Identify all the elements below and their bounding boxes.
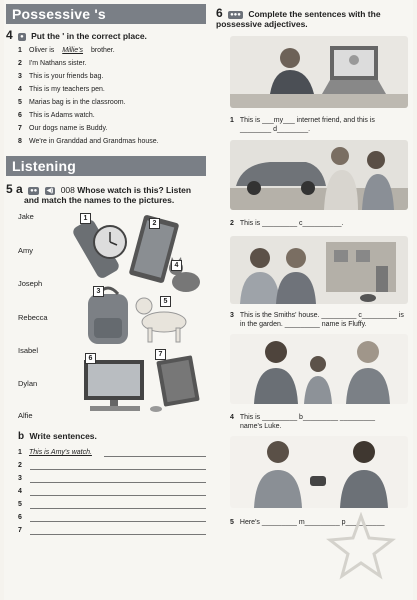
picture-number-badge: 7 <box>155 349 166 360</box>
exercise-number: 5 a <box>6 182 23 196</box>
picture-exchange <box>230 436 408 508</box>
watch-icon <box>71 218 126 280</box>
notebook-icon <box>156 355 199 407</box>
objects-illustration <box>64 210 214 420</box>
exercise-4-instruction <box>6 30 147 41</box>
instruction-text-2: possessive adjectives. <box>216 19 308 29</box>
sentence-4: 4 This is _________ b_________ _________ name's Luke. <box>230 414 375 430</box>
picture-smiths-house <box>230 236 408 304</box>
list-item: 3 This is your friends bag. <box>18 73 104 80</box>
picture-boy-laptop <box>230 36 408 108</box>
list-item: 4 This is my teachers pen. <box>18 86 105 93</box>
instruction-text: Write sentences. <box>29 431 97 441</box>
sentence-5: 5 Here's _________ m_________ p__________ <box>230 519 385 526</box>
sentence-3: 3 This is the Smiths' house. _________ c_________ is in the garden. _________ name is Fluffy. <box>230 312 404 328</box>
answer-line[interactable]: 5 <box>18 501 22 508</box>
section-header-possessive <box>6 4 206 24</box>
answer-input[interactable]: Millie's <box>62 47 84 54</box>
picture-children <box>230 334 408 404</box>
picture-number-badge: 1 <box>80 213 91 224</box>
computer-icon <box>84 360 162 412</box>
name-jake: Jake <box>18 212 34 221</box>
name-amy: Amy <box>18 246 33 255</box>
star-decoration-icon <box>326 512 396 582</box>
level-icon: ●●● <box>230 11 241 18</box>
answer-line[interactable]: 6 <box>18 514 22 521</box>
list-item: 2 I'm Nathans sister. <box>18 60 87 67</box>
answer-line[interactable]: 2 <box>18 462 22 469</box>
name-rebecca: Rebecca <box>18 313 48 322</box>
answer-line: 1 This is Amy's watch. <box>18 449 92 456</box>
section-title: Listening <box>12 158 77 174</box>
name-joseph: Joseph <box>18 279 43 288</box>
name-isabel: Isabel <box>18 346 39 355</box>
level-icon: ● <box>20 33 24 40</box>
answer-line[interactable]: 4 <box>18 488 22 495</box>
instruction-text: Whose watch is this? Listen <box>77 185 192 195</box>
exercise-5b-instruction <box>18 431 97 442</box>
answer-line[interactable]: 3 <box>18 475 22 482</box>
exercise-number: 4 <box>6 28 13 42</box>
list-item: 5 Marias bag is in the classroom. <box>18 99 126 106</box>
instruction-text: Complete the sentences with the <box>248 9 381 19</box>
audio-icon[interactable]: ◀) <box>46 187 54 194</box>
section-header-listening <box>6 156 206 176</box>
audio-track: 008 <box>60 185 75 195</box>
exercise-6-instruction <box>216 8 406 29</box>
exercise-number: 6 <box>216 6 223 20</box>
section-title: Possessive 's <box>12 6 106 22</box>
exercise-5a-instruction <box>6 184 206 205</box>
list-item: 6 This is Adams watch. <box>18 112 95 119</box>
sentence-2: 2 This is _________ c__________. <box>230 220 344 227</box>
list-item: 7 Our dogs name is Buddy. <box>18 125 108 132</box>
list-item: 8 We're in Granddad and Grandmas house. <box>18 138 159 145</box>
sentence-1: 1 This is ___my___ internet friend, and this is ________ d________. <box>230 117 375 133</box>
picture-number-badge: 6 <box>85 353 96 364</box>
workbook-page <box>4 0 413 600</box>
name-alfie: Alfie <box>18 411 33 420</box>
list-item: 1 Oliver is Millie's brother. <box>18 47 115 54</box>
level-icon: ●● <box>30 187 38 194</box>
instruction-text-2: and match the names to the pictures. <box>24 195 175 205</box>
answer-line[interactable]: 7 <box>18 527 22 534</box>
picture-number-badge: 4 <box>171 260 182 271</box>
picture-number-badge: 3 <box>93 286 104 297</box>
picture-number-badge: 2 <box>149 218 160 229</box>
example-answer: This is Amy's watch. <box>29 449 92 456</box>
picture-boy-car <box>230 140 408 210</box>
picture-number-badge: 5 <box>160 296 171 307</box>
instruction-text: Put the ' in the correct place. <box>31 31 147 41</box>
exercise-letter: b <box>18 431 25 442</box>
name-dylan: Dylan <box>18 379 38 388</box>
